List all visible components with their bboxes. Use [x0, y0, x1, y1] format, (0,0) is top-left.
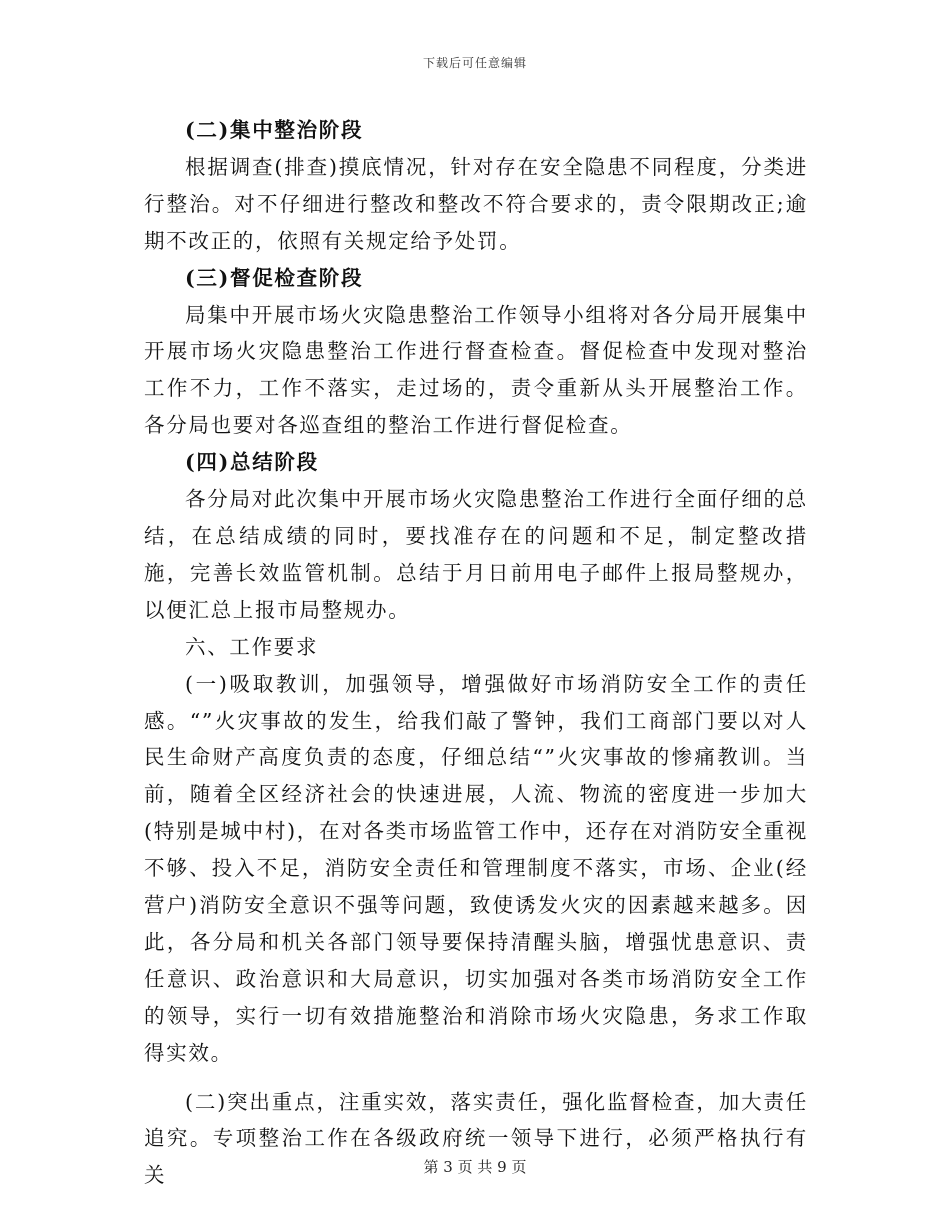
paragraph-concentrated-rectification: 根据调查(排查)摸底情况，针对存在安全隐患不同程度，分类进行整治。对不仔细进行整改和整改不符合要求的，责令限期改正;逾期不改正的，依照有关规定给予处罚。: [144, 154, 808, 253]
paragraph-summary-stage: 各分局对此次集中开展市场火灾隐患整治工作进行全面仔细的总结，在总结成绩的同时，要找准存在的问题和不足，制定整改措施，完善长效监管机制。总结于月日前用电子邮件上报局整规办，以便汇总上报市局整规办。: [144, 487, 808, 622]
page-number: 第 3 页 共 9 页: [423, 1158, 527, 1176]
document-body: [144, 112, 808, 1194]
paragraph-requirement-2: (二)突出重点，注重实效，落实责任，强化监督检查，加大责任追究。专项整治工作在各级政府统一领导下进行，必须严格执行有关: [144, 1089, 808, 1188]
paragraph-supervision-inspection: 局集中开展市场火灾隐患整治工作领导小组将对各分局开展集中开展市场火灾隐患整治工作进行督查检查。督促检查中发现对整治工作不力，工作不落实，走过场的，责令重新从头开展整治工作。各分局也要对各巡查组的整治工作进行督促检查。: [144, 302, 808, 438]
paragraph-requirement-1: (一)吸取教训，加强领导，增强做好市场消防安全工作的责任感。“”火灾事故的发生，给我们敲了警钟，我们工商部门要以对人民生命财产高度负责的态度，仔细总结“”火灾事故的惨痛教训。当前，随着全区经济社会的快速进展，人流、物流的密度进一步加大(特别是城中村)，在对各类市场监管工作中，还存在对消防安全重视不够、投入不足，消防安全责任和管理制度不落实，市场、企业(经营户)消防安全意识不强等问题，致使诱发火灾的因素越来越多。因此，各分局和机关各部门领导要保持清醒头脑，增强忧患意识、责任意识、政治意识和大局意识，切实加强对各类市场消防安全工作的领导，实行一切有效措施整治和消除市场火灾隐患，务求工作取得实效。: [144, 671, 808, 1065]
heading-concentrated-rectification: (二)集中整治阶段: [185, 118, 364, 142]
page-header: 下载后可任意编辑: [422, 56, 527, 70]
heading-supervision-inspection: (三)督促检查阶段: [185, 265, 364, 290]
heading-summary-stage: (四)总结阶段: [185, 450, 319, 475]
heading-work-requirements: 六、工作要求: [185, 634, 319, 659]
